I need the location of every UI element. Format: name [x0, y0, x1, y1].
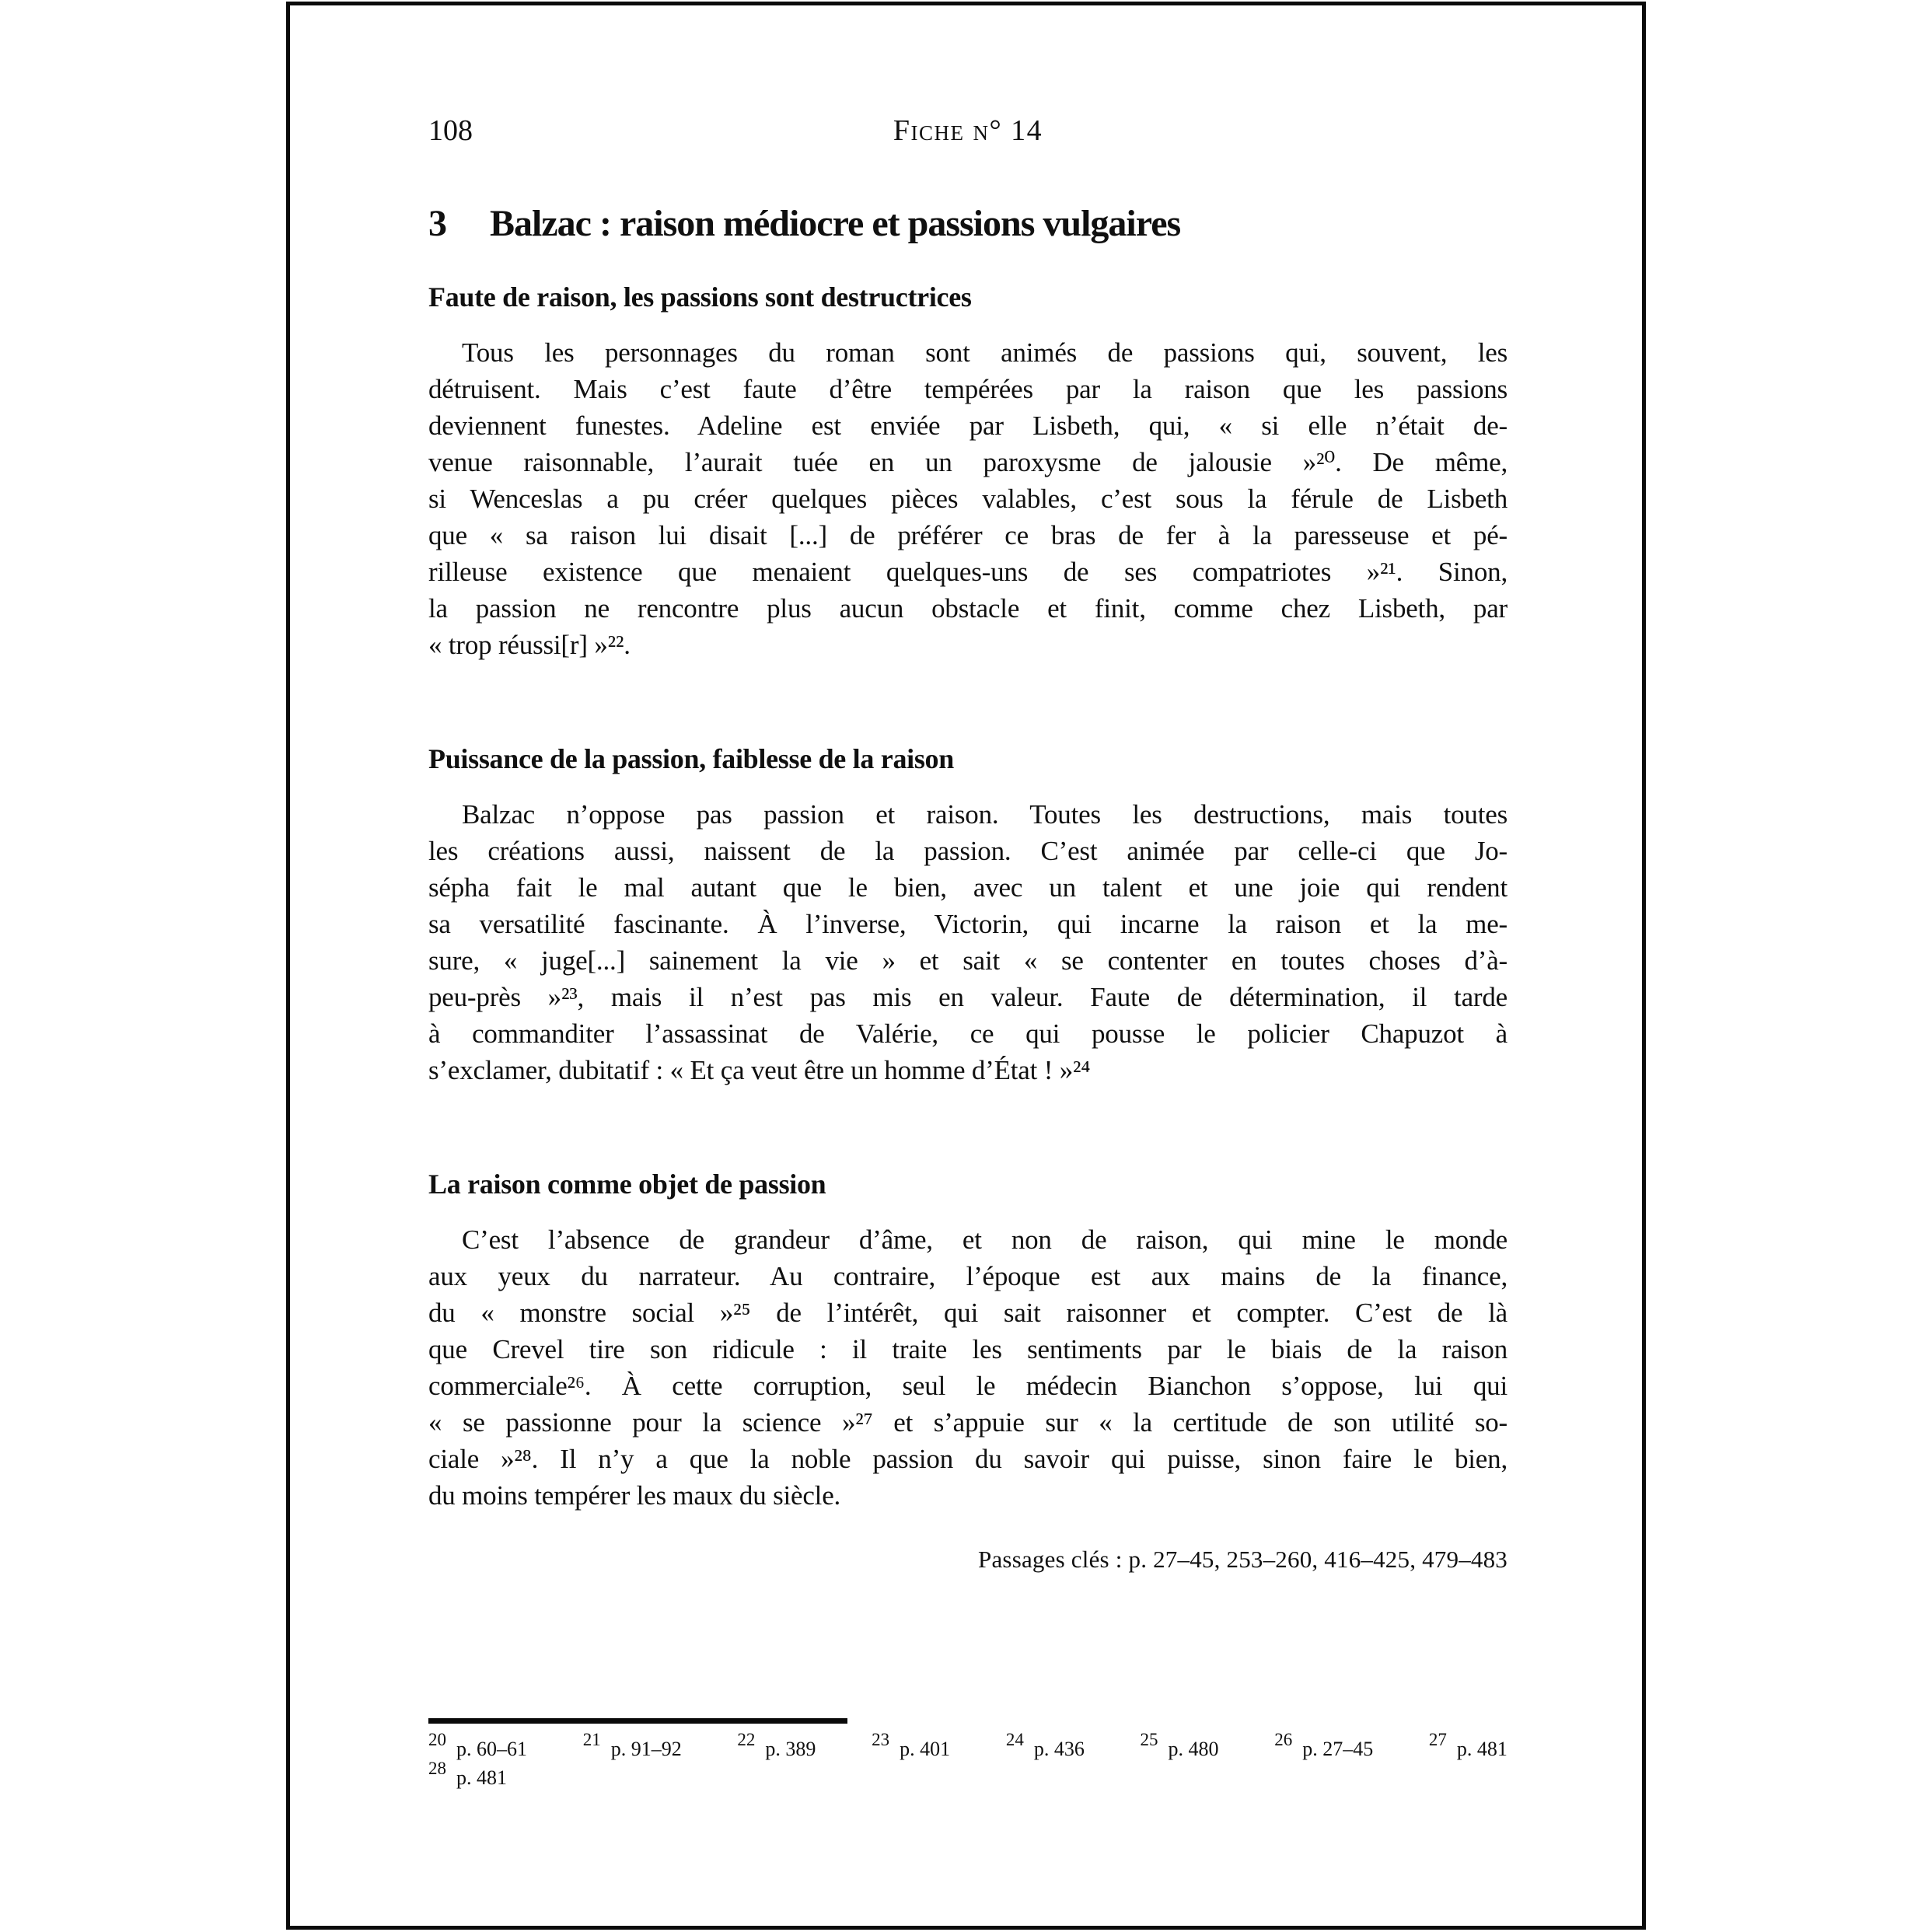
footnote-marker: 26 — [1274, 1730, 1293, 1749]
footnote-text: p. 60–61 — [456, 1738, 527, 1760]
paragraph-2 — [428, 796, 1508, 1088]
body-line: du « monstre social »²⁵ de l’intérêt, qui sait raisonner et compter. C’est de là — [428, 1298, 1508, 1328]
body-line: « trop réussi[r] »²². — [428, 630, 631, 660]
footnote-text: p. 481 — [1456, 1738, 1508, 1760]
footnotes-row-1 — [428, 1730, 1508, 1764]
footnote-marker: 28 — [428, 1759, 446, 1778]
footnote-entry — [582, 1730, 682, 1764]
subsection-heading-1: Faute de raison, les passions sont destructrices — [428, 281, 972, 313]
subsection-heading-3: La raison comme objet de passion — [428, 1169, 826, 1200]
body-line: Tous les personnages du roman sont animés de passions qui, souvent, les — [462, 337, 1508, 368]
footnote-entry — [872, 1730, 951, 1764]
page-frame — [286, 2, 1646, 1930]
body-line: s’exclamer, dubitatif : « Et ça veut être un homme d’État ! »²⁴ — [428, 1055, 1091, 1085]
footnote-text: p. 91–92 — [610, 1738, 682, 1760]
footnote-text: p. 27–45 — [1302, 1738, 1374, 1760]
footnote-marker: 27 — [1428, 1730, 1447, 1749]
body-line: la passion ne rencontre plus aucun obstacle et finit, comme chez Lisbeth, par — [428, 593, 1508, 624]
section-title: Balzac : raison médiocre et passions vulgaires — [490, 203, 1181, 244]
body-line: sépha fait le mal autant que le bien, avec un talent et une joie qui rendent — [428, 872, 1508, 903]
section-number: 3 — [428, 203, 446, 244]
body-line: venue raisonnable, l’aurait tuée en un paroxysme de jalousie »²⁰. De même, — [428, 447, 1508, 477]
footnote-entry — [737, 1730, 816, 1764]
paragraph-1 — [428, 334, 1508, 663]
paragraph-3 — [428, 1221, 1508, 1514]
body-line: ciale »²⁸. Il n’y a que la noble passion du savoir qui puisse, sinon faire le bien, — [428, 1444, 1508, 1474]
footnote-entry — [428, 1759, 507, 1789]
footnote-marker: 24 — [1005, 1730, 1024, 1749]
footnote-text: p. 401 — [900, 1738, 951, 1760]
footnote-entry — [1428, 1730, 1508, 1764]
footnote-text: p. 481 — [456, 1766, 507, 1789]
body-line: deviennent funestes. Adeline est enviée par Lisbeth, qui, « si elle n’était de- — [428, 411, 1508, 441]
body-line: à commanditer l’assassinat de Valérie, ce qui pousse le policier Chapuzot à — [428, 1018, 1508, 1049]
body-line: du moins tempérer les maux du siècle. — [428, 1480, 841, 1511]
footnote-text: p. 436 — [1033, 1738, 1085, 1760]
footnote-marker: 20 — [428, 1730, 446, 1749]
footnote-marker: 23 — [872, 1730, 890, 1749]
page-number: 108 — [428, 114, 473, 147]
running-header-row — [428, 114, 1508, 152]
body-line: sa versatilité fascinante. À l’inverse, Victorin, qui incarne la raison et la me- — [428, 909, 1508, 939]
footnote-entry — [1274, 1730, 1374, 1764]
body-line: les créations aussi, naissent de la passion. C’est animée par celle-ci que Jo- — [428, 836, 1508, 866]
body-line: que Crevel tire son ridicule : il traite les sentiments par le biais de la raison — [428, 1334, 1508, 1364]
body-line: si Wenceslas a pu créer quelques pièces valables, c’est sous la férule de Lisbeth — [428, 484, 1508, 514]
body-line: détruisent. Mais c’est faute d’être tempérées par la raison que les passions — [428, 374, 1508, 404]
footnotes-block — [428, 1730, 1508, 1793]
body-line: sure, « juge[...] sainement la vie » et sait « se contenter en toutes choses d’à- — [428, 945, 1508, 976]
key-passages-line: Passages clés : p. 27–45, 253–260, 416–425, 479–483 — [978, 1546, 1508, 1573]
subsection-heading-2: Puissance de la passion, faiblesse de la raison — [428, 743, 954, 774]
running-header: Fiche n° 14 — [893, 114, 1043, 147]
body-line: « se passionne pour la science »²⁷ et s’appuie sur « la certitude de son utilité so- — [428, 1407, 1508, 1438]
body-line: aux yeux du narrateur. Au contraire, l’époque est aux mains de la finance, — [428, 1261, 1508, 1291]
body-line: peu-près »²³, mais il n’est pas mis en valeur. Faute de détermination, il tarde — [428, 982, 1508, 1012]
footnote-marker: 22 — [737, 1730, 756, 1749]
section-heading — [428, 201, 1508, 246]
footnote-text: p. 480 — [1168, 1738, 1219, 1760]
body-line: que « sa raison lui disait [...] de préférer ce bras de fer à la paresseuse et pé- — [428, 520, 1508, 550]
footnote-rule — [428, 1718, 847, 1724]
page-content — [428, 5, 1508, 1926]
footnote-entry — [1140, 1730, 1219, 1764]
footnote-marker: 21 — [582, 1730, 601, 1749]
footnote-text: p. 389 — [765, 1738, 816, 1760]
body-line: rilleuse existence que menaient quelques-uns de ses compatriotes »²¹. Sinon, — [428, 557, 1508, 587]
body-line: commerciale²⁶. À cette corruption, seul le médecin Bianchon s’oppose, lui qui — [428, 1371, 1508, 1401]
body-line: C’est l’absence de grandeur d’âme, et non de raison, qui mine le monde — [462, 1225, 1508, 1255]
footnote-marker: 25 — [1140, 1730, 1158, 1749]
body-line: Balzac n’oppose pas passion et raison. Toutes les destructions, mais toutes — [462, 799, 1508, 830]
footnotes-row-2 — [428, 1759, 1508, 1793]
footnote-entry — [1005, 1730, 1085, 1764]
